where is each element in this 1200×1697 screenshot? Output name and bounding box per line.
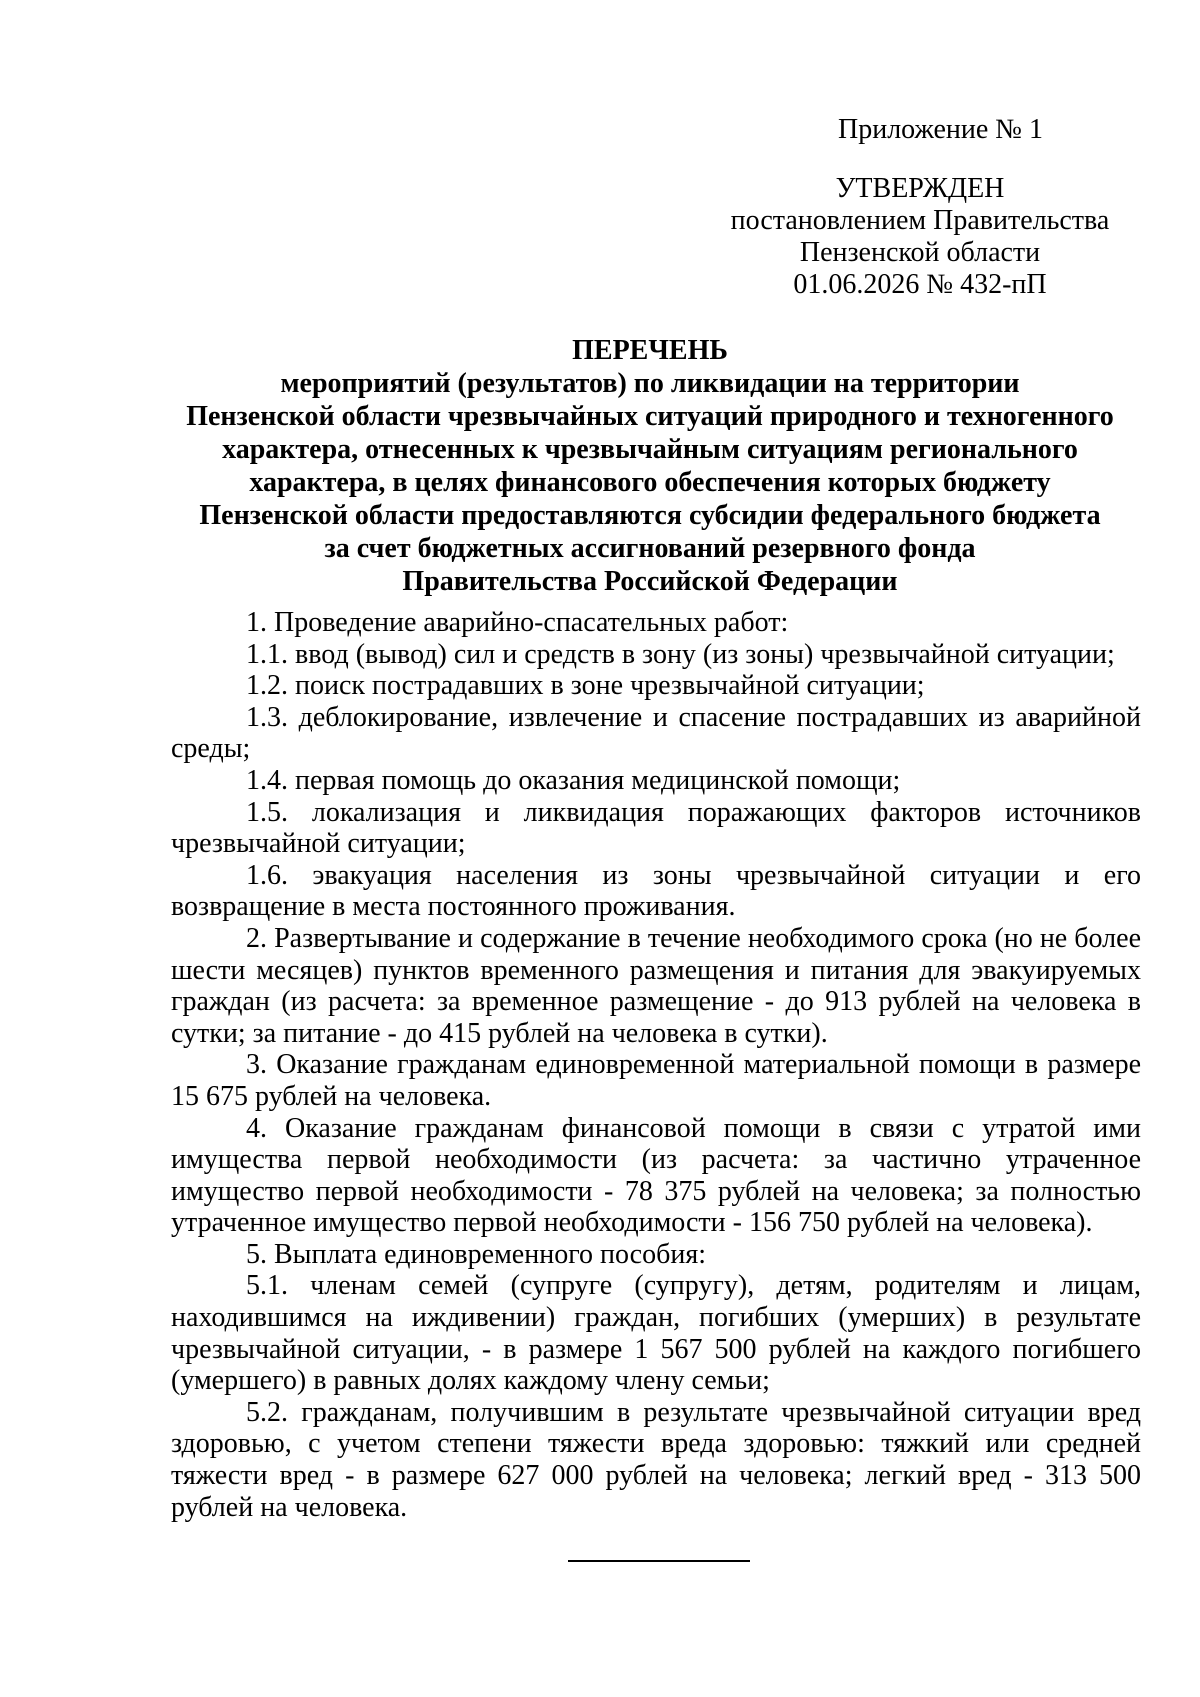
- list-item: 1.1. ввод (вывод) сил и средств в зону (из зоны) чрезвычайной ситуации;: [246, 638, 1115, 670]
- approved-by: постановлением Правительства: [730, 205, 1110, 236]
- appendix-label: Приложение № 1: [838, 114, 1043, 145]
- approval-block: [700, 173, 1140, 301]
- end-separator-line: [568, 1560, 750, 1562]
- list-item: 2. Развертывание и содержание в течение необходимого срока (но не более шести месяцев) пунктов временного размещения и питания для эвакуируемых граждан (из расчета: за временное размещение - до 913 рублей на человека в сутки; за питание - до 415 рублей на человека в сутки).: [171, 922, 1141, 1049]
- list-item: 3. Оказание гражданам единовременной материальной помощи в размере 15 675 рублей на человека.: [171, 1049, 1141, 1112]
- list-item: 4. Оказание гражданам финансовой помощи в связи с утратой ими имущества первой необходимости (из расчета: за частично утраченное имущество первой необходимости - 78 375 рублей на человека; за полностью утраченное имущество первой необходимости - 156 750 рублей на человека).: [171, 1112, 1141, 1239]
- list-item: 1.6. эвакуация населения из зоны чрезвычайной ситуации и его возвращение в места постоянного проживания.: [171, 859, 1141, 923]
- title-line-1: ПЕРЕЧЕНЬ: [572, 335, 728, 366]
- list-item: 5. Выплата единовременного пособия:: [246, 1238, 706, 1270]
- approved-date-number: 01.06.2026 № 432-пП: [793, 269, 1047, 300]
- title-line-8: Правительства Российской Федерации: [402, 566, 898, 597]
- list-item: 5.1. членам семей (супруге (супругу), детям, родителям и лицам, находившимся на иждивении) граждан, погибших (умерших) в результате чрезвычайной ситуации, - в размере 1 567 500 рублей на каждого погибшего (умершего) в равных долях каждому члену семьи;: [171, 1270, 1141, 1397]
- title-line-7: за счет бюджетных ассигнований резервного фонда: [324, 533, 976, 564]
- title-line-5: характера, в целях финансового обеспечения которых бюджету: [249, 467, 1051, 498]
- document-body: [171, 607, 1141, 1523]
- approved-region: Пензенской области: [799, 237, 1041, 268]
- list-item: 1.4. первая помощь до оказания медицинской помощи;: [246, 764, 901, 796]
- approved-heading: УТВЕРЖДЕН: [835, 173, 1005, 204]
- list-item: 5.2. гражданам, получившим в результате чрезвычайной ситуации вред здоровью, с учетом степени тяжести вреда здоровью: тяжкий или средней тяжести вред - в размере 627 000 рублей на человека; легкий вред - 313 500 рублей на человека.: [171, 1396, 1141, 1523]
- list-item: 1.5. локализация и ликвидация поражающих факторов источников чрезвычайной ситуации;: [171, 796, 1141, 860]
- list-item: 1.2. поиск пострадавших в зоне чрезвычайной ситуации;: [246, 670, 925, 702]
- title-line-4: характера, отнесенных к чрезвычайным ситуациям регионального: [222, 434, 1078, 465]
- list-item: 1. Проведение аварийно-спасательных работ:: [246, 607, 789, 638]
- document-title: [160, 334, 1140, 598]
- title-line-6: Пензенской области предоставляются субсидии федерального бюджета: [199, 500, 1101, 531]
- title-line-2: мероприятий (результатов) по ликвидации на территории: [280, 368, 1020, 399]
- list-item: 1.3. деблокирование, извлечение и спасение пострадавших из аварийной среды;: [171, 701, 1141, 765]
- title-line-3: Пензенской области чрезвычайных ситуаций природного и техногенного: [186, 401, 1114, 432]
